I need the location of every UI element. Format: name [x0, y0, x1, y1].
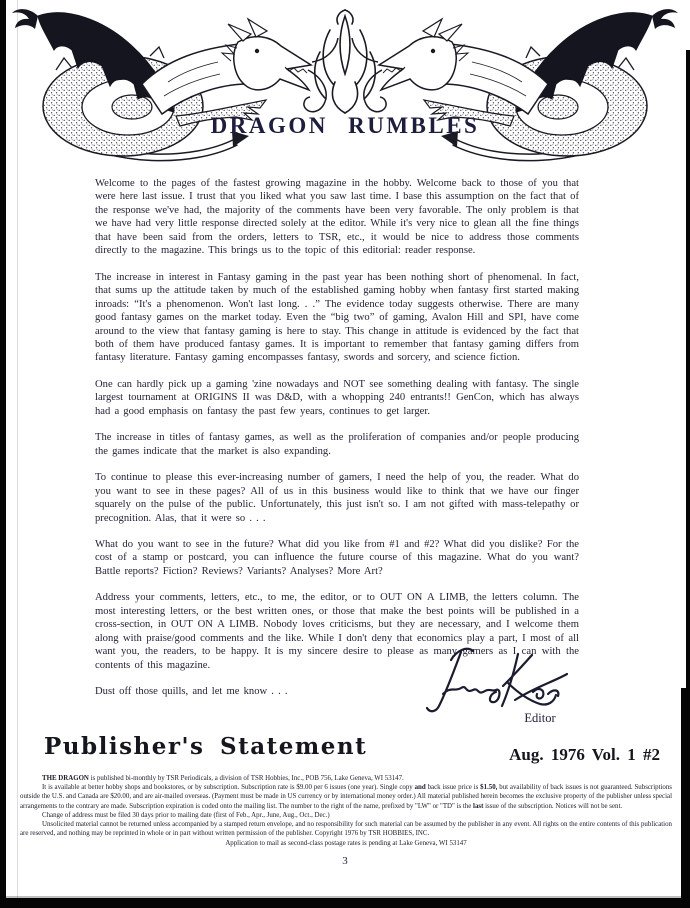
editorial-paragraph: To continue to please this ever-increasing number of gamers, I need the help of you, the reader. What do you want to see in these pages? All of us in this business would like to think that we have our finger squarely on the pulse of the public. Unfortunately, this just isn't so. I am not gifted with mass-telepathy or precognition. Alas, that it were so . . . — [95, 472, 579, 524]
page-number: 3 — [342, 855, 348, 867]
publishers-statement-heading: Publisher's Statement — [44, 733, 368, 760]
editorial-paragraph: The increase in interest in Fantasy gaming in the past year has been nothing short of phenomenal. In fact, that sums up the attitude taken by much of the established gaming hobby when fantasy first started making inroads: “It's a phenomenon. Won't last long. . .” The evidence today suggests otherwise. There are many good fantasy games on the market today. Even the “big two” of gaming, Avalon Hill and SPI, have come around to the view that fantasy gaming is here to stay. This change in attitude is evidenced by the fact that both of them have produced fantasy games. It is important to remember that fantasy gaming differs from fantasy literature. Fantasy gaming encompasses fantasy, swords and sorcery, and science fiction. — [95, 271, 579, 364]
scan-edge-bottom — [0, 898, 690, 908]
editorial-paragraph: The increase in titles of fantasy games, as well as the proliferation of companies and/or people producing the games indicate that the market is also expanding. — [95, 432, 579, 457]
publisher-paragraph: THE DRAGON is published bi-monthly by TSR Periodicals, a division of TSR Hobbies, Inc., POB 756, Lake Geneva, WI 53147. — [42, 775, 404, 782]
editorial-paragraph: One can hardly pick up a gaming 'zine nowadays and NOT see something dealing with fantasy. The single largest tournament at ORIGINS II was D&D, with a whopping 240 entrants!! GenCon, which has always had a good emphasis on fantasy the past few years, continues to get larger. — [95, 378, 579, 417]
publisher-paragraph: Change of address must be filed 30 days prior to mailing date (first of Feb., Apr., June, Aug., Oct., Dec.) — [42, 811, 330, 819]
publisher-paragraph: It is available at better hobby shops and bookstores, or by subscription. Subscription rate is $9.00 per 6 issues (one year). Single copy and back issue price is $1.50, but availability of back issues is not guaranteed. Subscriptions outside the U.S. and Canada are $20.00, and are air-mailed overseas. (Payment must be made in US currency or by international money order.) All material published herein becomes the exclusive property of the publisher unless special arrangements to the contrary are made. Subscription expiration is coded onto the mailing list. The number to the right of the name, prefixed by "LW" or "TD" is the last issue of the subscription. Notices will not be sent. — [20, 784, 672, 810]
issue-date: Aug. 1976 Vol. 1 #2 — [509, 745, 660, 764]
scan-edge-right-lower — [681, 688, 690, 908]
editorial-paragraph: Address your comments, letters, etc., to me, the editor, or to OUT ON A LIMB, the letters column. The most interesting letters, or the best written ones, or those that make the best points will be published in a cross-section, in OUT ON A LIMB. Nobody loves criticisms, but they are necessary, and I welcome them along with praise/good comments and the like. While I don't deny that economics play a part, I most of all want you, the readers, to be happy. It is my sincere desire to please as many gamers as I can with the contents of this magazine. — [95, 592, 579, 671]
publisher-paragraph: Application to mail as second-class postage rates is pending at Lake Geneva, WI 53147 — [225, 840, 467, 848]
editorial-paragraph: Dust off those quills, and let me know . . . — [95, 686, 288, 698]
dragons-artwork-icon — [8, 4, 682, 166]
publishers-statement-text — [20, 774, 672, 849]
editorial-paragraph: What do you want to see in the future? What did you like from #1 and #2? What did you dislike? For the cost of a stamp or postcard, you can influence the future course of this magazine. What do you want? Battle reports? Fiction? Reviews? Variants? Analyses? More Art? — [95, 538, 579, 577]
editorial-paragraph: Welcome to the pages of the fastest growing magazine in the hobby. Welcome back to those of you that were here last issue. I trust that you liked what you saw last time. I base this assumption on the fact that of the response we've had, the majority of the comments have been very favorable. The only problem is that we have had very little response directed solely at the editor. While it's very nice to glean all the fine things that have been said from the orders, letters to TSR, etc., it would be nice to address those comments directly to the magazine. This brings us to the topic of this editorial: reader response. — [95, 178, 579, 257]
editor-label: Editor — [524, 711, 556, 725]
editor-signature — [415, 642, 575, 722]
flame-icon — [315, 10, 375, 113]
publisher-paragraph: Unsolicited material cannot be returned unless accompanied by a stamped return envelope, and no responsibility for such material can be assumed by the publisher in any event. All rights on the entire contents of this publication are reserved, and nothing may be reprinted in whole or in part without written permission of the publisher. Copyright 1976 by TSR HOBBIES, INC. — [20, 821, 672, 838]
page-title: DRAGON RUMBLES — [210, 113, 480, 138]
editorial-body — [95, 177, 579, 712]
